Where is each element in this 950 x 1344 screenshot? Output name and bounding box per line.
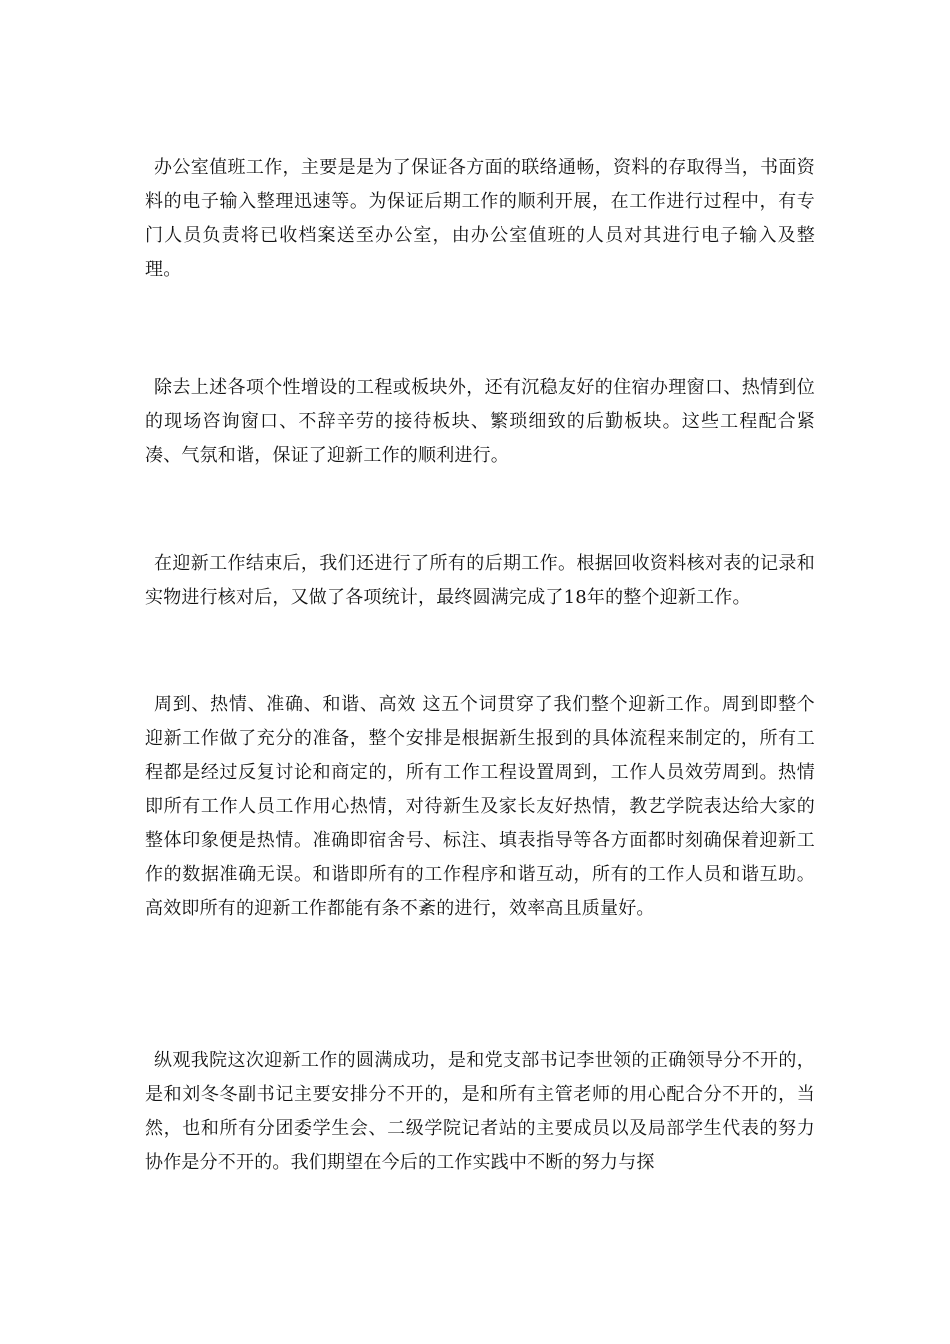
paragraph-acknowledgement: 纵观我院这次迎新工作的圆满成功，是和党支部书记李世领的正确领导分不开的，是和刘冬冬副书记主要安排分不开的，是和所有主管老师的用心配合分不开的，当然，也和所有分团委学生会、二级学院记者站的主要成员以及局部学生代表的努力协作是分不开的。我们期望在今后的工作实践中不断的努力与探	[145, 1050, 815, 1173]
paragraph-other-sections: 除去上述各项个性增设的工程或板块外，还有沉稳友好的住宿办理窗口、热情到位的现场咨询窗口、不辞辛劳的接待板块、繁琐细致的后勤板块。这些工程配合紧凑、气氛和谐，保证了迎新工作的顺利进行。	[145, 377, 815, 466]
paragraph-five-keywords: 周到、热情、准确、和谐、高效 这五个词贯穿了我们整个迎新工作。周到即整个迎新工作做了充分的准备，整个安排是根据新生报到的具体流程来制定的，所有工程都是经过反复讨论和商定的，所有工作工程设置周到，工作人员效劳周到。热情即所有工作人员工作用心热情，对待新生及家长友好热情，教艺学院表达给大家的整体印象便是热情。准确即宿舍号、标注、填表指导等各方面都时刻确保着迎新工作的数据准确无误。和谐即所有的工作程序和谐互动，所有的工作人员和谐互助。高效即所有的迎新工作都能有条不紊的进行，效率高且质量好。	[145, 694, 815, 919]
paragraph-follow-up-work: 在迎新工作结束后，我们还进行了所有的后期工作。根据回收资料核对表的记录和实物进行核对后，又做了各项统计，最终圆满完成了18年的整个迎新工作。	[145, 553, 815, 608]
paragraph-office-duty: 办公室值班工作，主要是是为了保证各方面的联络通畅，资料的存取得当，书面资料的电子输入整理迅速等。为保证后期工作的顺利开展，在工作进行过程中，有专门人员负责将已收档案送至办公室，由办公室值班的人员对其进行电子输入及整理。	[145, 157, 815, 280]
